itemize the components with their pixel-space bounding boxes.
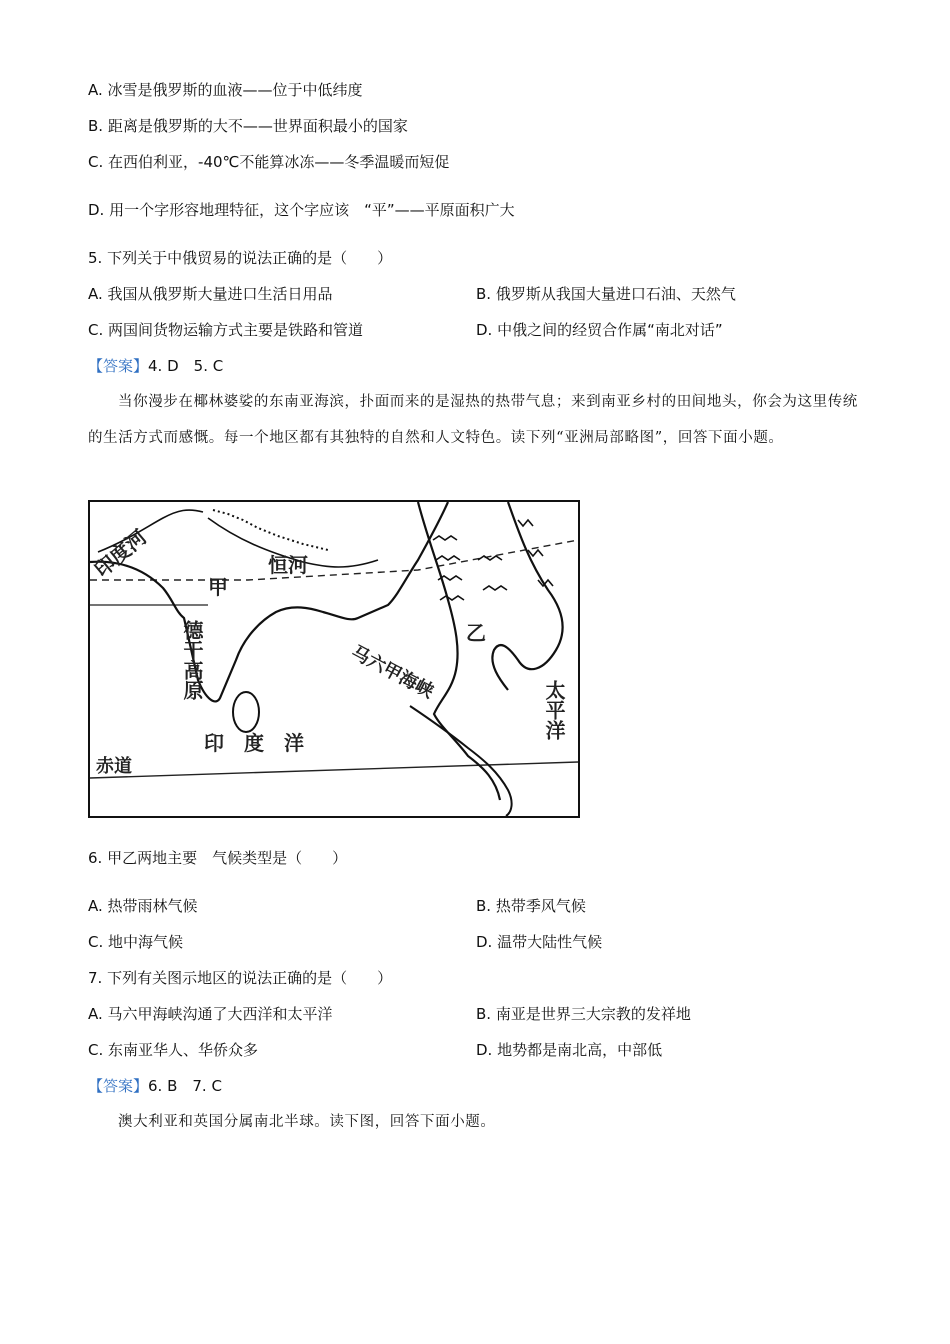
q7-option-d: D. 地势都是南北高，中部低 bbox=[476, 1041, 663, 1059]
q5-option-b: B. 俄罗斯从我国大量进口石油、天然气 bbox=[476, 285, 736, 303]
q4-option-c: C. 在西伯利亚，-40℃不能算冰冻——冬季温暖而短促 bbox=[88, 153, 450, 171]
asia-partial-map bbox=[88, 500, 580, 818]
answer-text: 4. D 5. C bbox=[148, 357, 224, 375]
label-ganges-river: 恒河 bbox=[268, 553, 308, 577]
q4-option-a: A. 冰雪是俄罗斯的血液——位于中低纬度 bbox=[88, 81, 363, 99]
answer-label: 【答案】 bbox=[88, 357, 149, 375]
q4-option-d: D. 用一个字形容地理特征，这个字应该 “平”——平原面积广大 bbox=[88, 201, 515, 219]
q6-option-d: D. 温带大陆性气候 bbox=[476, 933, 603, 951]
answer-line-1 bbox=[88, 356, 223, 376]
q6-option-c: C. 地中海气候 bbox=[88, 933, 184, 951]
label-yi: 乙 bbox=[466, 621, 486, 645]
answer-text: 6. B 7. C bbox=[148, 1077, 222, 1095]
answer-label: 【答案】 bbox=[88, 1077, 149, 1095]
q7-stem: 7. 下列有关图示地区的说法正确的是（ ） bbox=[88, 969, 393, 987]
answer-line-2 bbox=[88, 1076, 222, 1096]
q6-option-b: B. 热带季风气候 bbox=[476, 897, 586, 915]
q5-option-d: D. 中俄之间的经贸合作属“南北对话” bbox=[476, 321, 723, 339]
q7-option-a: A. 马六甲海峡沟通了大西洋和太平洋 bbox=[88, 1005, 333, 1023]
q4-option-b: B. 距离是俄罗斯的大不——世界面积最小的国家 bbox=[88, 117, 408, 135]
closing-paragraph: 澳大利亚和英国分属南北半球。读下图，回答下面小题。 bbox=[118, 1114, 496, 1130]
q5-stem: 5. 下列关于中俄贸易的说法正确的是（ ） bbox=[88, 249, 393, 267]
label-deccan-plateau: 德干高原 bbox=[180, 620, 204, 700]
label-jia: 甲 bbox=[208, 575, 228, 599]
intro-paragraph: 当你漫步在椰林婆娑的东南亚海滨，扑面而来的是湿热的热带气息；来到南亚乡村的田间地头，你会为这里传统的生活方式而感慨。每一个地区都有其独特的自然和人文特色。读下列“亚洲局部略图”，回答下面小题。 bbox=[88, 394, 858, 446]
q6-option-a: A. 热带雨林气候 bbox=[88, 897, 198, 915]
q6-stem: 6. 甲乙两地主要 气候类型是（ ） bbox=[88, 849, 348, 867]
q5-option-a: A. 我国从俄罗斯大量进口生活日用品 bbox=[88, 285, 333, 303]
q7-option-b: B. 南亚是世界三大宗教的发祥地 bbox=[476, 1005, 691, 1023]
label-pacific-ocean: 太平洋 bbox=[542, 680, 566, 740]
label-equator: 赤道 bbox=[96, 756, 132, 777]
label-indus-river: 印度河 bbox=[89, 524, 152, 582]
label-malacca-strait: 马六甲海峡 bbox=[347, 641, 437, 703]
q5-option-c: C. 两国间货物运输方式主要是铁路和管道 bbox=[88, 321, 364, 339]
q7-option-c: C. 东南亚华人、华侨众多 bbox=[88, 1041, 259, 1059]
label-indian-ocean: 印 度 洋 bbox=[204, 731, 304, 755]
